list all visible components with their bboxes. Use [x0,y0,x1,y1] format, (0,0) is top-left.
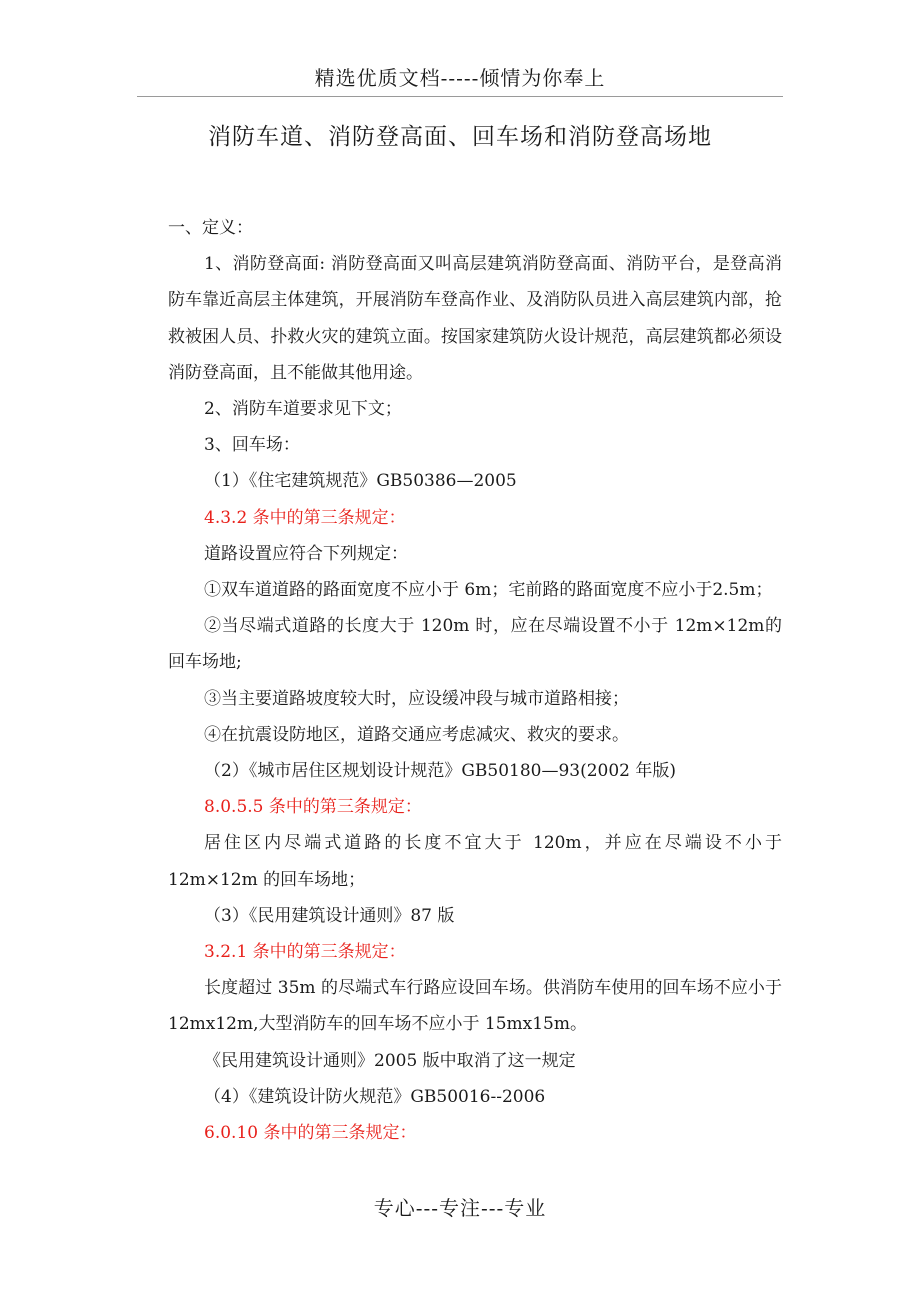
document-title: 消防车道、消防登高面、回车场和消防登高场地 [208,124,712,150]
paragraph: （3）《民用建筑设计通则》87 版 [204,905,455,926]
paragraph: 6.0.10 条中的第三条规定： [204,1123,417,1144]
paragraph: ②当尽端式道路的长度大于 120m 时，应在尽端设置不小于 12m×12m的回车场地; [168,616,782,673]
page-header: 精选优质文档-----倾情为你奉上 [314,66,606,90]
paragraph: 3、回车场： [204,435,300,456]
paragraph: （1）《住宅建筑规范》GB50386—2005 [204,471,517,492]
paragraph: 3.2.1 条中的第三条规定： [204,942,406,963]
page-footer: 专心---专注---专业 [373,1196,547,1220]
paragraph: 2、消防车道要求见下文； [204,399,402,420]
paragraph: （2）《城市居住区规划设计规范》GB50180—93(2002 年版) [204,761,677,782]
paragraph: （4）《建筑设计防火规范》GB50016--2006 [204,1086,546,1107]
paragraph: ①双车道道路的路面宽度不应小于 6m；宅前路的路面宽度不应小于2.5m； [204,580,773,601]
paragraph: 1、消防登高面: 消防登高面又叫高层建筑消防登高面、消防平台，是登高消防车靠近高层主体建筑，开展消防车登高作业、及消防队员进入高层建筑内部，抢救被困人员、扑救火灾的建筑立面。按国家建筑防火设计规范，高层建筑都必须设消防登高面，且不能做其他用途。 [168,254,782,383]
paragraph: 道路设置应符合下列规定： [204,543,408,564]
paragraph: 长度超过 35m 的尽端式车行路应设回车场。供消防车使用的回车场不应小于 12mx12m,大型消防车的回车场不应小于 15mx15m。 [168,978,782,1035]
paragraph: 一、定义： [168,218,253,238]
paragraph: 居住区内尽端式道路的长度不宜大于 120m，并应在尽端设不小于 12m×12m 的回车场地； [168,833,782,890]
paragraph: ④在抗震设防地区，道路交通应考虑减灾、救灾的要求。 [204,724,629,745]
header-divider [137,96,783,97]
paragraph: 8.0.5.5 条中的第三条规定： [204,797,422,818]
paragraph: 《民用建筑设计通则》2005 版中取消了这一规定 [204,1050,576,1071]
paragraph: ③当主要道路坡度较大时，应设缓冲段与城市道路相接； [204,688,629,709]
document-body [168,210,782,1151]
paragraph: 4.3.2 条中的第三条规定： [204,507,406,528]
